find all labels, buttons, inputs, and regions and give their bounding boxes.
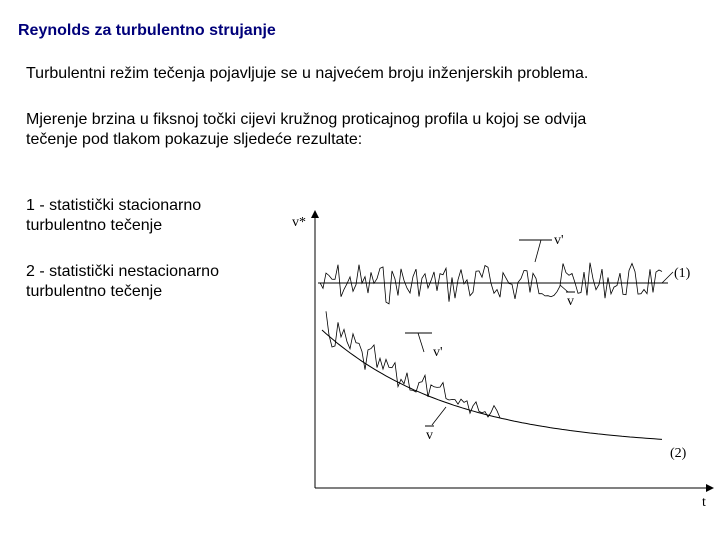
x-axis-label: t (702, 495, 706, 510)
case-1-line-1: 1 - statistički stacionarno (26, 197, 202, 214)
case-1-line-2: turbulentno tečenje (26, 217, 163, 234)
slide-title: Reynolds za turbulentno strujanje (18, 22, 276, 39)
v-prime-leader-2 (418, 333, 424, 352)
v-bar-leader-1 (560, 285, 568, 292)
y-axis-label: v* (292, 215, 306, 230)
curve-1-leader (662, 272, 673, 283)
v-prime-leader-1 (535, 240, 541, 262)
measurement-line-2: tečenje pod tlakom pokazuje sljedeće rezultate: (26, 131, 363, 148)
v-bar-label-2: v (426, 428, 433, 443)
curve-2-label: (2) (670, 446, 687, 461)
curve-1-label: (1) (674, 266, 691, 281)
signal-curve-2 (326, 311, 500, 418)
case-2-line-2: turbulentno tečenje (26, 283, 163, 300)
intro-paragraph: Turbulentni režim tečenja pojavljuje se u najvećem broju inženjerskih problema. (26, 65, 589, 82)
measurement-line-1: Mjerenje brzina u fiksnoj točki cijevi kružnog proticajnog profila u kojoj se odvija (26, 111, 587, 128)
v-prime-label-1: v' (554, 233, 564, 248)
v-bar-label-1: v (567, 294, 574, 309)
v-bar-leader-2 (432, 407, 446, 425)
v-prime-label-2: v' (433, 345, 443, 360)
case-2-line-1: 2 - statistički nestacionarno (26, 263, 219, 280)
